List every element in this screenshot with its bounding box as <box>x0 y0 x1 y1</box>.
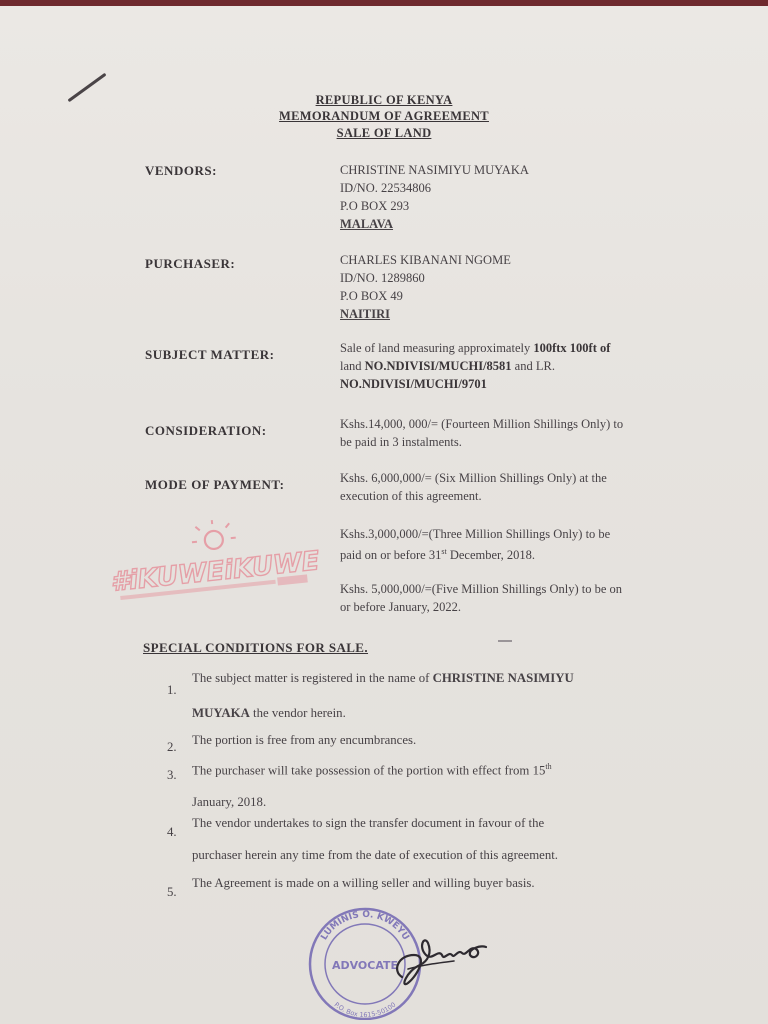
special-item-3 <box>192 758 552 779</box>
consideration-line-1: Kshs.14,000, 000/= (Fourteen Million Shillings Only) to <box>340 417 624 431</box>
item-1-text: The subject matter is registered in the name of <box>192 671 433 685</box>
payment-2-sup: st <box>441 547 447 556</box>
parcel-1: NO.NDIVISI/MUCHI/8581 <box>364 359 512 373</box>
subject-and: and LR. <box>511 359 555 373</box>
payment-label: MODE OF PAYMENT: <box>145 477 285 492</box>
header-memorandum: MEMORANDUM OF AGREEMENT <box>279 109 489 123</box>
watermark-brand: #iKUWEiKUWE <box>109 546 321 598</box>
consideration-label: CONSIDERATION: <box>145 423 267 438</box>
payment-3-line-1: Kshs. 5,000,000/=(Five Million Shillings Only) to be on <box>340 582 623 596</box>
item-3-sup: th <box>545 762 552 771</box>
top-edge-strip <box>0 0 768 6</box>
subject-text: Sale of land measuring approximately <box>340 341 534 355</box>
payment-2-line-2: paid on or before 31 <box>340 548 442 563</box>
special-item-5: The Agreement is made on a willing seller and willing buyer basis. <box>192 876 535 890</box>
purchaser-id: ID/NO. 1289860 <box>340 271 425 285</box>
consideration-line-2: be paid in 3 instalments. <box>340 435 462 449</box>
purchaser-name: CHARLES KIBANANI NGOME <box>340 253 511 267</box>
subject-block <box>340 339 610 393</box>
vendor-name: CHRISTINE NASIMIYU MUYAKA <box>340 163 529 177</box>
special-item-3-cont: January, 2018. <box>192 795 267 809</box>
vendor-box: P.O BOX 293 <box>340 199 410 213</box>
stamp-bottom-text: P.O. Box 1615-50100 <box>332 1000 398 1020</box>
payment-3-line-2: or before January, 2022. <box>340 600 462 614</box>
header-sale-of-land: SALE OF LAND <box>336 126 432 140</box>
item-4-number: 4. <box>167 825 177 839</box>
payment-2-line-1: Kshs.3,000,000/=(Three Million Shillings Only) to be <box>340 527 611 541</box>
item-1-name: CHRISTINE NASIMIYU <box>432 671 574 685</box>
special-item-1-cont <box>192 704 346 722</box>
item-5-number: 5. <box>167 885 177 899</box>
subject-label: SUBJECT MATTER: <box>145 347 275 362</box>
purchaser-block <box>340 251 511 323</box>
subject-land: land <box>340 359 365 373</box>
special-item-4: The vendor undertakes to sign the transfer document in favour of the <box>192 816 545 830</box>
document-page <box>0 6 768 1024</box>
purchaser-label: PURCHASER: <box>145 256 236 271</box>
parcel-2: NO.NDIVISI/MUCHI/9701 <box>340 377 487 391</box>
vendor-town: MALAVA <box>340 217 394 231</box>
vendors-label: VENDORS: <box>145 163 217 178</box>
payment-2-line-2-post: December, 2018. <box>446 548 536 563</box>
item-1-name-cont: MUYAKA <box>192 706 250 720</box>
payment-2 <box>340 525 610 564</box>
payment-1 <box>340 469 607 505</box>
ink-dash <box>498 640 512 642</box>
item-1-post: the vendor herein. <box>249 706 346 720</box>
purchaser-town: NAITIRI <box>340 307 391 321</box>
special-conditions-heading: SPECIAL CONDITIONS FOR SALE. <box>143 640 369 655</box>
consideration-block <box>340 415 623 451</box>
subject-measure: 100ftx 100ft of <box>533 341 611 355</box>
payment-1-line-1: Kshs. 6,000,000/= (Six Million Shillings Only) at the <box>340 471 607 485</box>
vendors-block <box>340 161 529 233</box>
item-3-text: The purchaser will take possession of the portion with effect from 15 <box>192 763 546 778</box>
special-item-4-cont: purchaser herein any time from the date of execution of this agreement. <box>192 848 558 862</box>
purchaser-box: P.O BOX 49 <box>340 289 403 303</box>
stamp-center-text: ADVOCATE <box>331 959 399 972</box>
stamp-top-text: LUMINIS O. KWEYU <box>319 909 411 943</box>
signature <box>388 925 493 995</box>
vendor-id: ID/NO. 22534806 <box>340 181 431 195</box>
special-item-2: The portion is free from any encumbrances. <box>192 733 417 747</box>
special-item-1 <box>192 669 574 687</box>
item-3-number: 3. <box>167 768 177 782</box>
item-1-number: 1. <box>167 683 177 697</box>
item-2-number: 2. <box>167 740 177 754</box>
header-republic: REPUBLIC OF KENYA <box>315 93 453 107</box>
payment-3 <box>340 580 622 616</box>
payment-1-line-2: execution of this agreement. <box>340 489 482 503</box>
